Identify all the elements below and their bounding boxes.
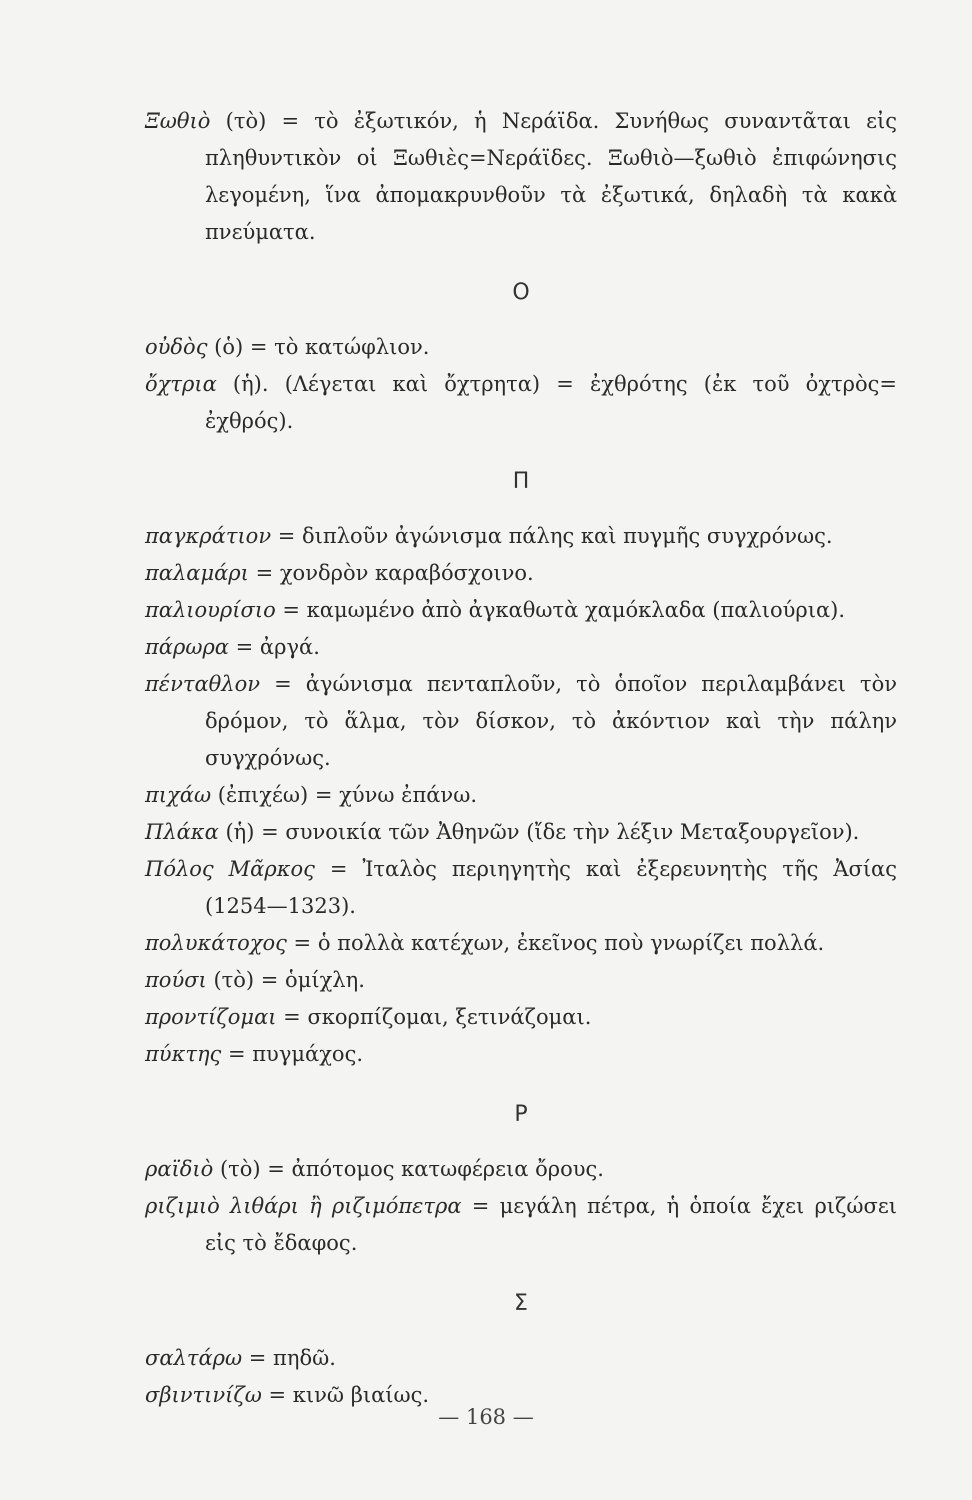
glossary-entry: [145, 999, 897, 1036]
entry-definition: = Ἰταλὸς περιηγητὴς καὶ ἐξερευνητὴς τῆς Ἀσίας (1254—1323).: [205, 857, 897, 918]
entry-definition: = ὁ πολλὰ κατέχων, ἐκεῖνος ποὺ γνωρίζει πολλά.: [286, 931, 825, 955]
glossary-entry: [145, 962, 897, 999]
entry-definition: = καμωμένο ἀπὸ ἀγκαθωτὰ χαμόκλαδα (παλιούρια).: [275, 598, 846, 622]
entry-definition: (τὸ) = ὁμίχλη.: [206, 968, 365, 992]
entry-definition: = σκορπίζομαι, ξετινάζομαι.: [276, 1005, 592, 1029]
entry-definition: (τὸ) = ἀπότομος κατωφέρεια ὄρους.: [213, 1157, 604, 1181]
entry-lemma: ὄχτρια: [145, 372, 217, 396]
entry-definition: = χονδρὸν καραβόσχοινο.: [248, 561, 534, 585]
entry-definition: = ἀργά.: [228, 635, 320, 659]
section-letter-pi: Π: [512, 469, 530, 494]
entry-lemma: σαλτάρω: [145, 1346, 243, 1370]
section-letter-rho: Ρ: [514, 1102, 528, 1127]
entry-definition: (ὁ) = τὸ κατώφλιον.: [207, 335, 430, 359]
glossary-entry: [145, 329, 897, 366]
entry-lemma: πύκτης: [145, 1042, 222, 1066]
glossary-entry: [145, 629, 897, 666]
glossary-entry: [145, 518, 897, 555]
glossary-entry: [145, 1188, 897, 1262]
entry-definition: = διπλοῦν ἀγώνισμα πάλης καὶ πυγμῆς συγχρόνως.: [271, 524, 833, 548]
entry-definition: = πυγμάχος.: [221, 1042, 364, 1066]
section-letter-sigma: Σ: [514, 1291, 528, 1316]
entry-lemma: πούσι: [145, 968, 207, 992]
entry-definition: (ἡ) = συνοικία τῶν Ἀθηνῶν (ἴδε τὴν λέξιν Μεταξουργεῖον).: [218, 820, 860, 844]
entry-definition: = κινῶ βιαίως.: [261, 1383, 430, 1407]
entry-definition: (ἡ). (Λέγεται καὶ ὄχτρητα) = ἐχθρότης (ἐκ τοῦ ὀχτρὸς= ἐχθρός).: [205, 372, 897, 433]
entry-definition: = μεγάλη πέτρα, ἡ ὁποία ἔχει ριζώσει εἰς τὸ ἔδαφος.: [205, 1194, 897, 1255]
entry-lemma: ραϊδιὸ: [145, 1157, 214, 1181]
glossary-entry: [145, 851, 897, 925]
glossary-entry: [145, 1340, 897, 1377]
entry-lemma: σβιντινίζω: [145, 1383, 262, 1407]
entry-lemma: Πλάκα: [145, 820, 219, 844]
glossary-entry: [145, 555, 897, 592]
entry-lemma: πάρωρα: [145, 635, 229, 659]
entry-lemma: Πόλος Μᾶρκος: [145, 857, 315, 881]
glossary-entry: [145, 666, 897, 777]
entry-lemma: ριζιμιὸ λιθάρι ἢ ριζιμόπετρα: [145, 1194, 462, 1218]
glossary-entry: [145, 592, 897, 629]
entry-lemma: οὐδὸς: [145, 335, 208, 359]
glossary-entry: [145, 1151, 897, 1188]
glossary-entry: [145, 925, 897, 962]
entry-definition: = πηδῶ.: [242, 1346, 336, 1370]
entry-lemma: παλιουρίσιο: [145, 598, 276, 622]
glossary-entry: [145, 777, 897, 814]
entry-lemma: παγκράτιον: [145, 524, 272, 548]
entry-lemma: προντίζομαι: [145, 1005, 277, 1029]
entry-lemma: παλαμάρι: [145, 561, 249, 585]
entry-definition: (τὸ) = τὸ ἐξωτικόν, ἡ Νεράϊδα. Συνήθως συναντᾶται εἰς πληθυντικὸν οἱ Ξωθιὲς=Νεράϊδες. Ξωθιὸ—ξωθιὸ ἐπιφώνησις λεγομένη, ἵνα ἀπομακρυνθοῦν τὰ ἐξωτικά, δηλαδὴ τὰ κακὰ πνεύματα.: [205, 109, 897, 244]
glossary-entry: [145, 366, 897, 440]
entry-definition: (ἐπιχέω) = χύνω ἐπάνω.: [211, 783, 477, 807]
glossary-entry: [145, 1036, 897, 1073]
entry-lemma: πένταθλον: [145, 672, 260, 696]
section-letter-omicron: Ο: [512, 280, 530, 305]
entry-definition: = ἀγώνισμα πενταπλοῦν, τὸ ὁποῖον περιλαμβάνει τὸν δρόμον, τὸ ἅλμα, τὸν δίσκον, τὸ ἀκόντιον καὶ τὴν πάλην συγχρόνως.: [205, 672, 897, 770]
entry-lemma: πιχάω: [145, 783, 212, 807]
entry-lemma: Ξωθιὸ: [145, 109, 211, 133]
page-number: — 168 —: [438, 1405, 534, 1429]
glossary-column: [145, 103, 897, 1414]
glossary-entry: [145, 814, 897, 851]
glossary-entry: [145, 103, 897, 251]
entry-lemma: πολυκάτοχος: [145, 931, 287, 955]
